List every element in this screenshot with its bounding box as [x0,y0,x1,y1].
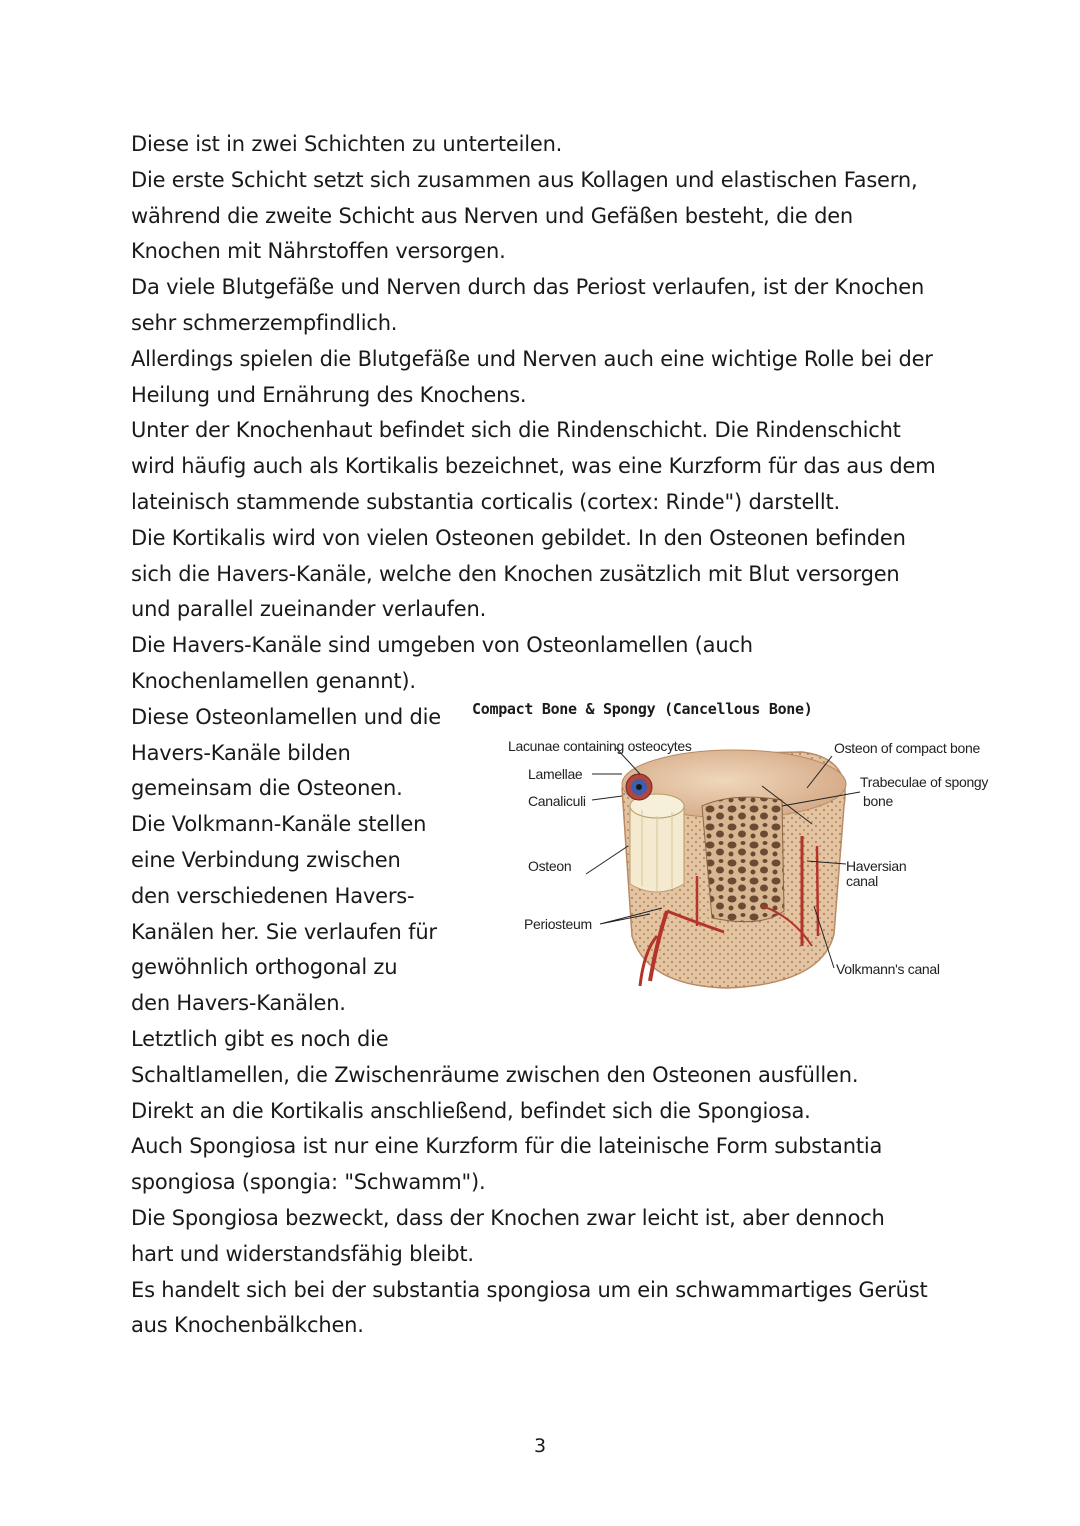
label-volkmann: Volkmann's canal [836,961,940,977]
text-line: aus Knochenbälkchen. [131,1313,364,1338]
text-line: sich die Havers-Kanäle, welche den Knochen zusätzlich mit Blut versorgen [131,561,900,586]
text-line: eine Verbindung zwischen [131,848,401,872]
text-line: Diese Osteonlamellen und die [131,704,442,729]
text-line: Die erste Schicht setzt sich zusammen aus Kollagen und elastischen Fasern, [131,167,918,192]
text-line: spongiosa (spongia: "Schwamm"). [131,1170,486,1195]
text-line: gewöhnlich orthogonal zu [131,955,398,980]
label-periosteum: Periosteum [524,916,592,932]
text-line: Es handelt sich bei der substantia spongiosa um ein schwammartiges Gerüst [131,1277,928,1302]
text-line: Allerdings spielen die Blutgefäße und Nerven auch eine wichtige Rolle bei der [131,346,933,371]
label-trabeculae-2: bone [863,793,893,809]
label-haversian-2: canal [846,873,878,889]
text-line: Direkt an die Kortikalis anschließend, befindet sich die Spongiosa. [131,1098,811,1123]
text-line: hart und widerstandsfähig bleibt. [131,1241,474,1266]
label-trabeculae-1: Trabeculae of spongy [860,774,989,790]
spongy-bone [702,797,784,922]
label-canaliculi: Canaliculi [528,793,586,809]
label-lamellae: Lamellae [528,766,583,782]
text-line: Kanälen her. Sie verlaufen für [131,919,437,944]
text-line: den Havers-Kanälen. [131,991,346,1016]
text-line: Diese ist in zwei Schichten zu unterteilen. [131,132,563,156]
text-line: wird häufig auch als Kortikalis bezeichnet, was eine Kurzform für das aus dem [131,454,936,479]
text-line: gemeinsam die Osteonen. [131,776,403,801]
label-osteon-compact: Osteon of compact bone [834,740,980,756]
text-line: lateinisch stammende substantia corticalis (cortex: Rinde") darstellt. [131,490,840,514]
text-line: Die Havers-Kanäle sind umgeben von Osteonlamellen (auch [131,633,753,658]
text-line: Heilung und Ernährung des Knochens. [131,382,527,407]
text-line: Letztlich gibt es noch die [131,1027,389,1051]
text-line: Die Volkmann-Kanäle stellen [131,812,427,837]
text-line: sehr schmerzempfindlich. [131,311,398,335]
text-line: Havers-Kanäle bilden [131,740,351,765]
text-line: den verschiedenen Havers- [131,883,415,908]
text-line: Knochen mit Nährstoffen versorgen. [131,239,506,264]
text-line: Knochenlamellen genannt). [131,669,416,693]
text-line: Die Kortikalis wird von vielen Osteonen gebildet. In den Osteonen befinden [131,525,906,550]
label-osteon: Osteon [528,858,572,874]
figure-title: Compact Bone & Spongy (Cancellous Bone) [472,700,813,718]
text-line: Schaltlamellen, die Zwischenräume zwischen den Osteonen ausfüllen. [131,1062,859,1087]
text-line: Auch Spongiosa ist nur eine Kurzform für die lateinische Form substantia [131,1134,883,1159]
page-number: 3 [533,1435,547,1457]
text-line: und parallel zueinander verlaufen. [131,597,487,622]
text-line: Unter der Knochenhaut befindet sich die Rindenschicht. Die Rindenschicht [131,418,901,443]
text-line: Da viele Blutgefäße und Nerven durch das Periost verlaufen, ist der Knochen [131,275,925,300]
label-lacunae: Lacunae containing osteocytes [508,738,692,754]
label-haversian-1: Haversian [846,858,907,874]
text-line: Die Spongiosa bezweckt, dass der Knochen zwar leicht ist, aber dennoch [131,1206,885,1230]
bone-figure [462,696,1022,1006]
text-line: während die zweite Schicht aus Nerven und Gefäßen besteht, die den [131,203,854,228]
